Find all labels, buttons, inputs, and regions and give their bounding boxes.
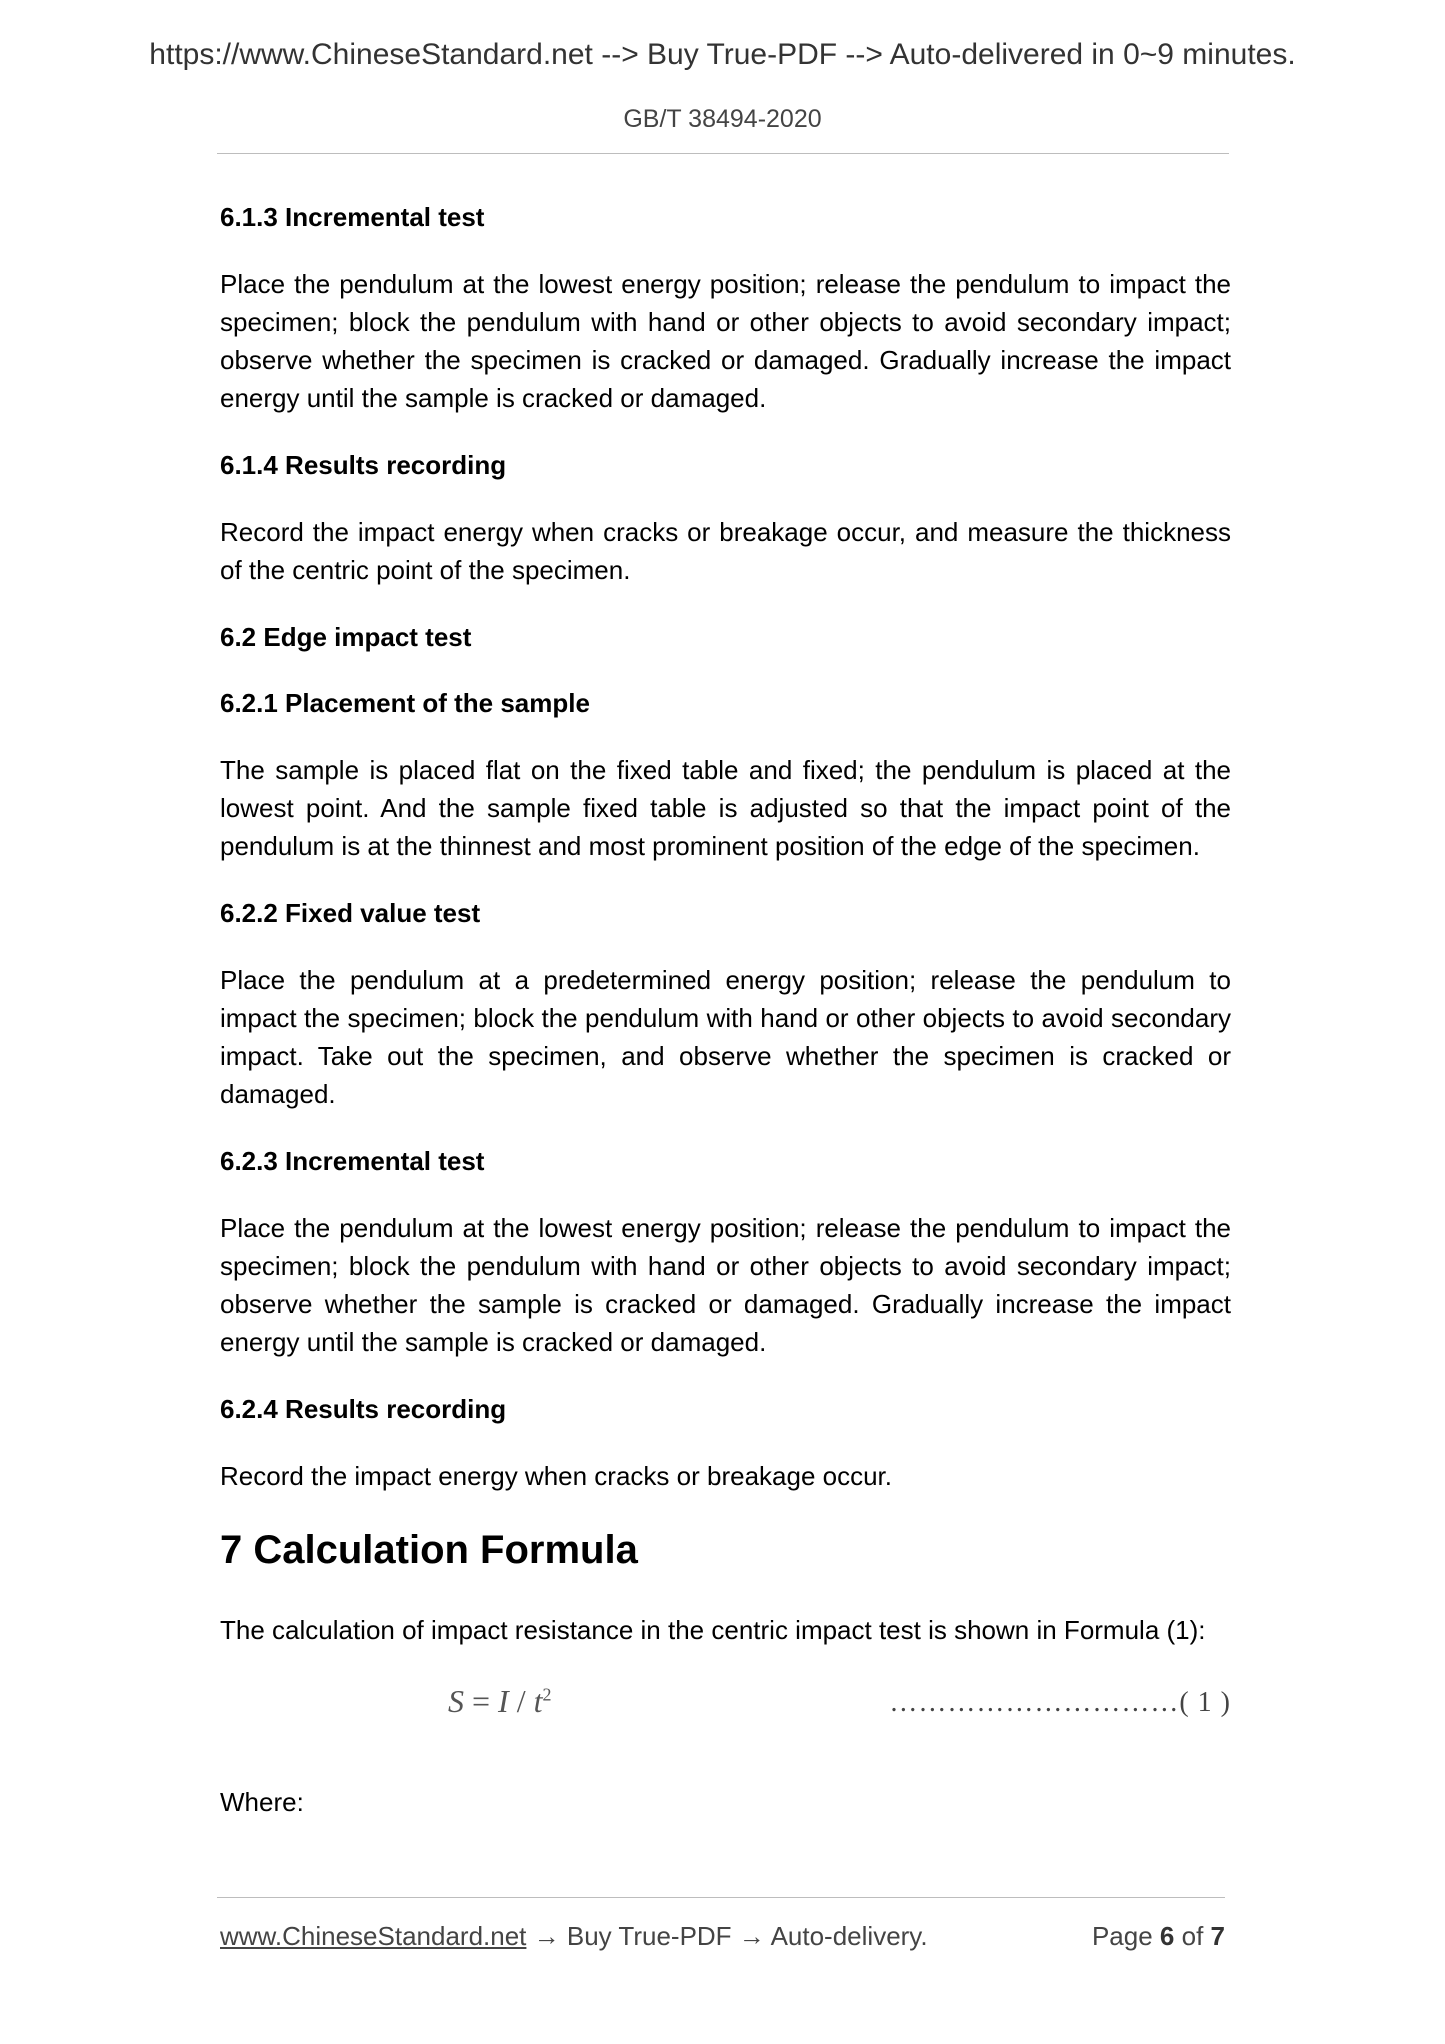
standard-number: GB/T 38494-2020 <box>623 105 822 133</box>
heading-6-2-2: 6.2.2 Fixed value test <box>220 898 481 928</box>
heading-6-1-3: 6.1.3 Incremental test <box>220 202 485 232</box>
formula-exponent: 2 <box>542 1684 552 1705</box>
paragraph-7: The calculation of impact resistance in the centric impact test is shown in Formula (1): <box>220 1615 1206 1645</box>
formula-slash: / <box>508 1683 534 1719</box>
header-divider <box>217 153 1229 154</box>
paragraph-6-2-4: Record the impact energy when cracks or breakage occur. <box>220 1461 893 1491</box>
formula-1 <box>220 1679 1231 1739</box>
page-label: Page <box>1091 1921 1160 1951</box>
formula-numerator: I <box>498 1683 509 1719</box>
paragraph-6-2-3: Place the pendulum at the lowest energy position; release the pendulum to impact the specimen; block the pendulum with hand or other objects to avoid secondary impact; observe whether the sample is cracked or damaged. Gradually increase the impact energy until the sample is cracked or damaged. <box>220 1213 1231 1357</box>
formula-leader <box>889 1687 1231 1719</box>
footer-tagline: → Buy True-PDF → Auto-delivery. <box>526 1921 928 1951</box>
top-banner: https://www.ChineseStandard.net --> Buy True-PDF --> Auto-delivered in 0~9 minutes. <box>149 38 1296 71</box>
heading-7: 7 Calculation Formula <box>220 1528 638 1572</box>
page-of: of <box>1174 1921 1211 1951</box>
formula-dots: ………………………… <box>889 1687 1180 1718</box>
where-label: Where: <box>220 1787 304 1817</box>
heading-6-1-4: 6.1.4 Results recording <box>220 450 507 480</box>
formula-expression <box>448 1683 551 1720</box>
page-body <box>220 199 1231 1851</box>
page-total: 7 <box>1210 1921 1225 1951</box>
paragraph-6-1-4: Record the impact energy when cracks or breakage occur, and measure the thickness of the centric point of the specimen. <box>220 517 1231 585</box>
page-footer <box>220 1921 1225 1952</box>
footer-divider <box>217 1897 1225 1898</box>
paragraph-6-2-1: The sample is placed flat on the fixed table and fixed; the pendulum is placed at the lowest point. And the sample fixed table is adjusted so that the impact point of the pendulum is at the thinnest and most prominent position of the edge of the specimen. <box>220 755 1231 861</box>
paragraph-6-2-2: Place the pendulum at a predetermined energy position; release the pendulum to impact the specimen; block the pendulum with hand or other objects to avoid secondary impact. Take out the specimen, and observe whether the specimen is cracked or damaged. <box>220 965 1231 1109</box>
formula-number: ( 1 ) <box>1179 1687 1231 1718</box>
heading-6-2-1: 6.2.1 Placement of the sample <box>220 688 590 718</box>
heading-6-2: 6.2 Edge impact test <box>220 622 472 652</box>
heading-6-2-3: 6.2.3 Incremental test <box>220 1146 485 1176</box>
heading-6-2-4: 6.2.4 Results recording <box>220 1394 507 1424</box>
footer-site-link[interactable]: www.ChineseStandard.net <box>220 1921 527 1951</box>
formula-denominator: t <box>533 1683 543 1719</box>
page-indicator <box>1092 1921 1225 1952</box>
page-current: 6 <box>1159 1921 1175 1951</box>
formula-equals: = <box>464 1683 499 1719</box>
formula-lhs: S <box>448 1683 464 1719</box>
paragraph-6-1-3: Place the pendulum at the lowest energy position; release the pendulum to impact the specimen; block the pendulum with hand or other objects to avoid secondary impact; observe whether the specimen is cracked or damaged. Gradually increase the impact energy until the sample is cracked or damaged. <box>220 269 1231 413</box>
